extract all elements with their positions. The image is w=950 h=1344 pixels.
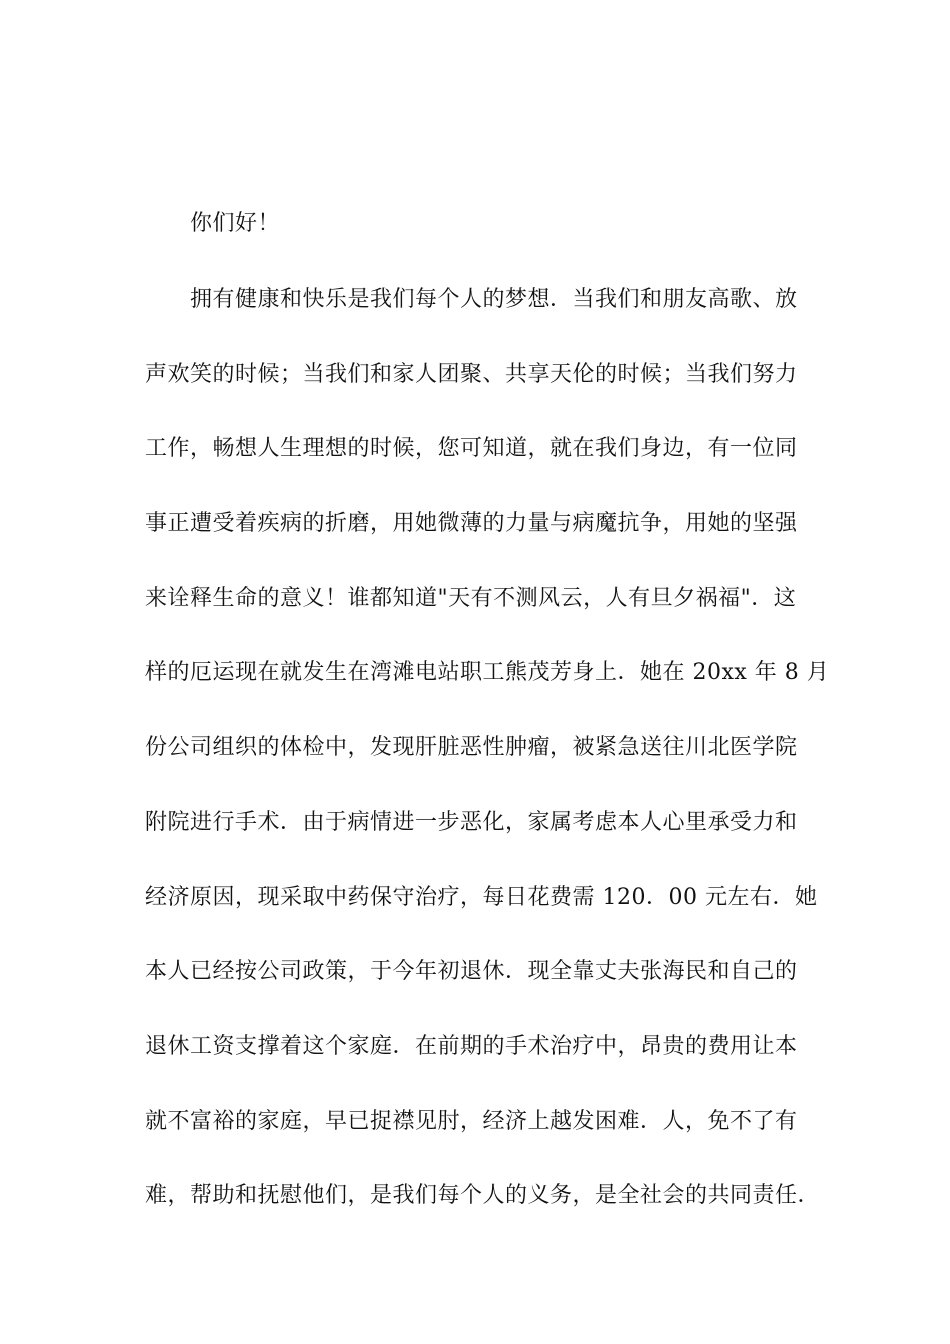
paragraph-line: 份公司组织的体检中，发现肝脏恶性肿瘤，被紧急送往川北医学院	[145, 735, 798, 760]
paragraph-line: 拥有健康和快乐是我们每个人的梦想．当我们和朋友高歌、放	[190, 287, 798, 312]
paragraph-line: 附院进行手术．由于病情进一步恶化，家属考虑本人心里承受力和	[145, 810, 798, 835]
paragraph-line: 工作，畅想人生理想的时候，您可知道，就在我们身边，有一位同	[145, 436, 798, 461]
paragraph-line: 声欢笑的时候；当我们和家人团聚、共享天伦的时候；当我们努力	[145, 362, 798, 387]
paragraph-line: 样的厄运现在就发生在湾滩电站职工熊茂芳身上．她在 20xx 年 8 月	[145, 660, 830, 685]
paragraph-line: 事正遭受着疾病的折磨，用她微薄的力量与病魔抗争，用她的坚强	[145, 511, 798, 536]
greeting-line: 你们好！	[190, 211, 281, 236]
paragraph-line: 就不富裕的家庭，早已捉襟见肘，经济上越发困难．人，免不了有	[145, 1109, 798, 1134]
paragraph-line: 退休工资支撑着这个家庭．在前期的手术治疗中，昂贵的费用让本	[145, 1034, 798, 1059]
paragraph-line: 本人已经按公司政策，于今年初退休．现全靠丈夫张海民和自己的	[145, 959, 798, 984]
paragraph-line: 难，帮助和抚慰他们，是我们每个人的义务，是全社会的共同责任．	[145, 1183, 821, 1208]
paragraph-line: 经济原因，现采取中药保守治疗，每日花费需 120．00 元左右．她	[145, 885, 818, 910]
paragraph-line: 来诠释生命的意义！谁都知道"天有不测风云，人有旦夕祸福"．这	[145, 586, 797, 611]
